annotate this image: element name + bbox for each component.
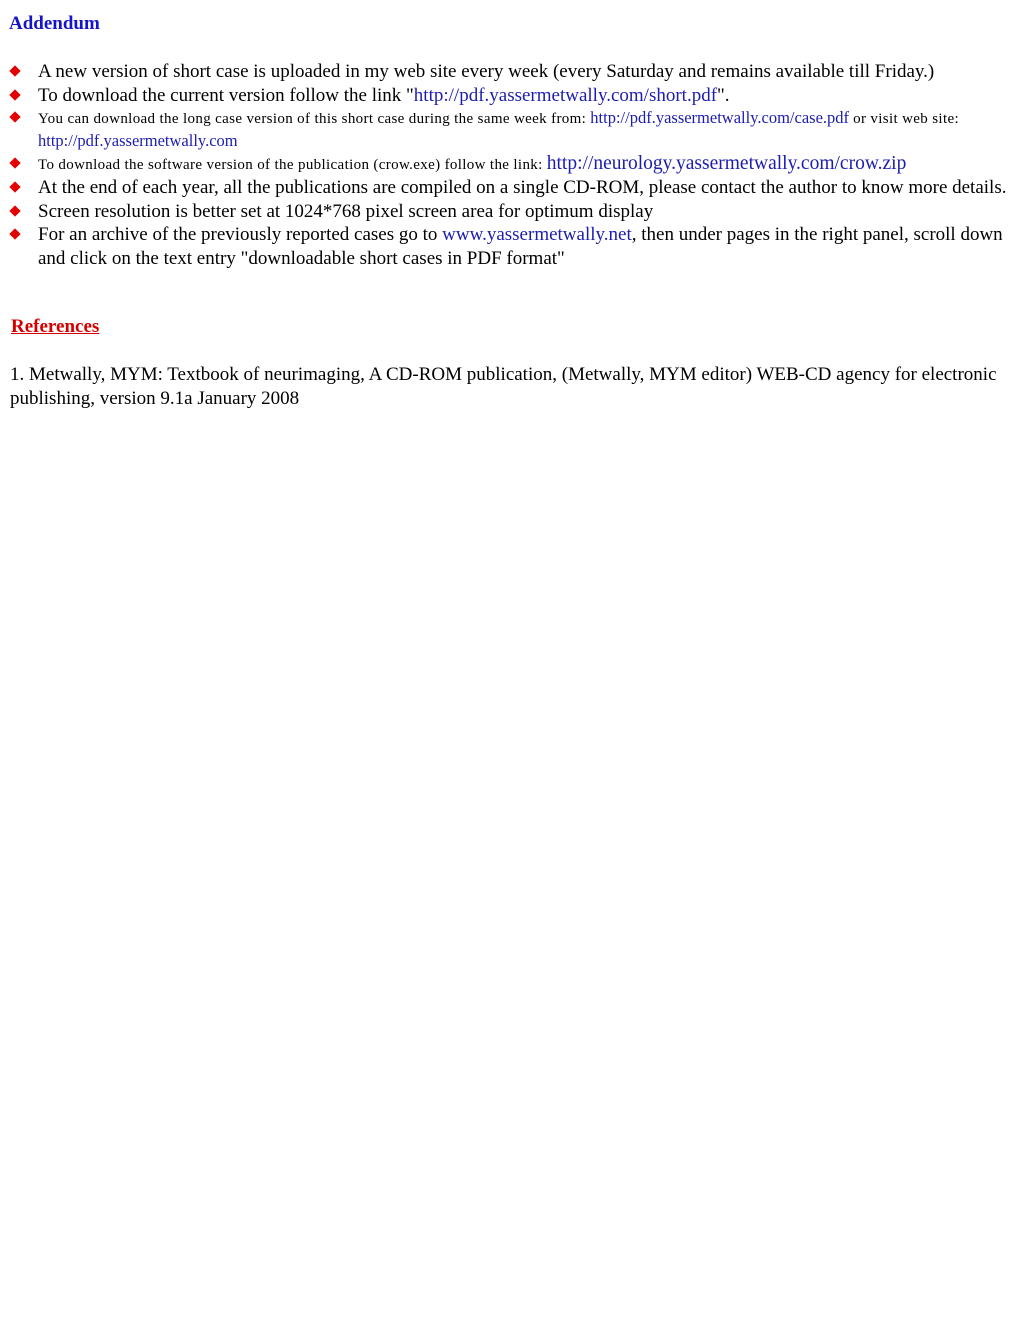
crow-zip-link[interactable]: http://neurology.yassermetwally.com/crow.zip	[546, 153, 907, 174]
addendum-item	[0, 84, 1010, 108]
references-heading: References	[11, 316, 100, 337]
reference-entry: 1. Metwally, MYM: Textbook of neurimaging, A CD-ROM publication, (Metwally, MYM editor) WEB-CD agency for electronic publishing, version 9.1a January 2008	[10, 364, 997, 409]
addendum-item-text: ".	[717, 84, 730, 106]
red-diamond-bullet-icon	[9, 111, 20, 122]
addendum-item-text: For an archive of the previously reported cases go to	[38, 224, 443, 245]
addendum-item	[0, 153, 1010, 176]
red-diamond-bullet-icon	[9, 157, 20, 168]
red-diamond-bullet-icon	[9, 205, 20, 216]
addendum-item-text: You can download the long case version of this short case during the same week from:	[38, 111, 591, 127]
addendum-item-text: or visit web site:	[849, 111, 959, 127]
addendum-item-text: , then under pages in the right panel, scroll down and click on the text entry "downloadable short cases in PDF format"	[38, 224, 1003, 269]
addendum-item-text: To download the current version follow the link "	[38, 84, 414, 106]
red-diamond-bullet-icon	[9, 65, 20, 76]
addendum-item	[0, 223, 1010, 270]
addendum-item-text: At the end of each year, all the publications are compiled on a single CD-ROM, please contact the author to know more details.	[38, 177, 1007, 198]
archive-site-link[interactable]: www.yassermetwally.net	[442, 224, 632, 245]
red-diamond-bullet-icon	[9, 89, 20, 100]
addendum-list	[0, 60, 1010, 270]
addendum-item	[0, 107, 1010, 153]
case-pdf-link[interactable]: http://pdf.yassermetwally.com/case.pdf	[590, 108, 850, 127]
red-diamond-bullet-icon	[9, 181, 20, 192]
pdf-site-link[interactable]: http://pdf.yassermetwally.com	[38, 131, 238, 150]
addendum-item-text: A new version of short case is uploaded in my web site every week (every Saturday and remains available till Friday.)	[38, 61, 935, 82]
addendum-item-text: Screen resolution is better set at 1024*768 pixel screen area for optimum display	[38, 200, 654, 222]
short-pdf-link[interactable]: http://pdf.yassermetwally.com/short.pdf	[413, 84, 718, 106]
addendum-heading: Addendum	[9, 13, 100, 34]
red-diamond-bullet-icon	[9, 228, 20, 239]
addendum-item-text: To download the software version of the publication (crow.exe) follow the link:	[38, 157, 547, 173]
addendum-item	[0, 200, 1010, 224]
addendum-item	[0, 60, 1010, 84]
addendum-item	[0, 176, 1010, 200]
